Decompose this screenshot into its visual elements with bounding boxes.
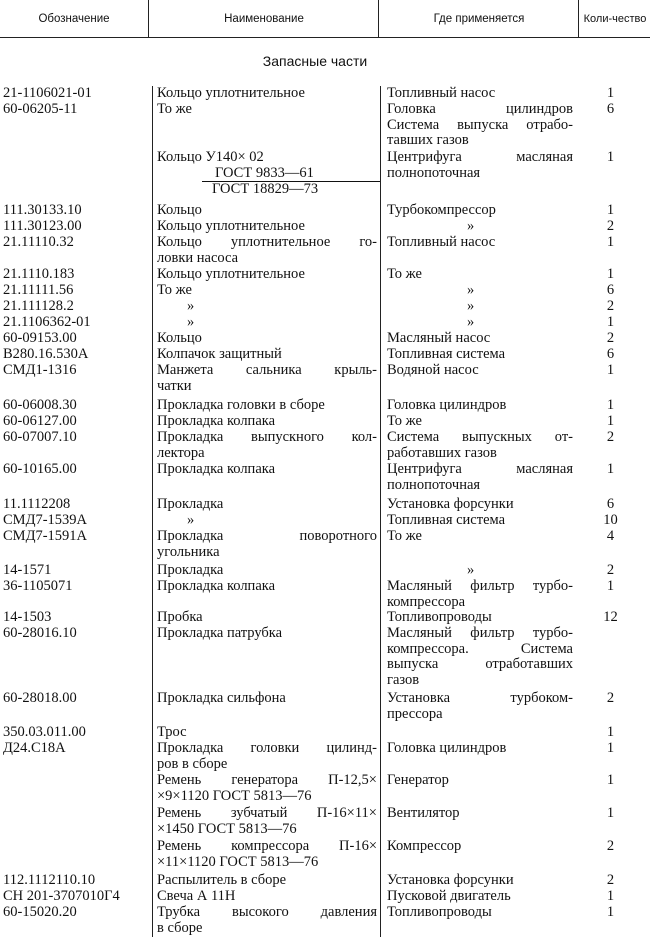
- part-name-line: »: [187, 298, 195, 314]
- part-name-line: Кольцо уплотнительное: [157, 266, 305, 282]
- part-name: [157, 806, 377, 837]
- part-name-line: Прокладка колпака: [157, 578, 276, 594]
- part-name-line: Кольцо: [157, 202, 202, 218]
- where-used: [387, 235, 573, 251]
- part-designation: 14-1503: [3, 609, 52, 625]
- where-used: [387, 315, 573, 331]
- part-quantity: 6: [606, 282, 615, 298]
- where-used-line: То же: [387, 528, 422, 544]
- part-designation: 21.1110.183: [3, 266, 75, 282]
- where-used: [387, 86, 573, 102]
- part-name-line: То же: [157, 101, 192, 117]
- where-used-line: тавших газов: [387, 132, 469, 148]
- part-name-line: угольника: [157, 543, 220, 560]
- part-name-line: Прокладка сильфона: [157, 690, 286, 706]
- part-quantity: 2: [606, 298, 615, 314]
- where-used-line: выпуска отработавших: [387, 656, 573, 672]
- where-used-line: Система выпускных от-: [387, 429, 573, 445]
- part-name-line: »: [187, 512, 195, 528]
- part-designation: 60-07007.10: [3, 429, 77, 445]
- where-used-line: Топливный насос: [387, 234, 496, 250]
- where-used-line: Центрифуга масляная: [387, 149, 573, 165]
- part-quantity: 12: [603, 609, 618, 625]
- part-name: [157, 414, 377, 430]
- where-used: [387, 347, 573, 363]
- part-name: [157, 905, 377, 936]
- part-name: [157, 873, 377, 889]
- part-name-line: То же: [157, 282, 192, 298]
- where-used-line: Головка цилиндров: [387, 740, 507, 756]
- where-used-line: Топливная система: [387, 512, 506, 528]
- where-used-line: Масляный фильтр турбо-: [387, 625, 573, 641]
- part-designation: 21.111128.2: [3, 298, 74, 314]
- part-quantity: 2: [606, 838, 615, 854]
- header-quantity: Коли-чество: [583, 12, 647, 25]
- part-name: [157, 773, 377, 804]
- where-used-line: компрессора: [387, 593, 466, 610]
- where-used: [387, 203, 573, 219]
- where-used-line: Головка цилиндров: [387, 397, 507, 413]
- part-quantity: 10: [603, 512, 618, 528]
- part-name-line: ГОСТ 9833—61: [215, 164, 314, 181]
- part-name: [157, 267, 377, 283]
- header-divider: [578, 0, 579, 37]
- header-divider: [378, 0, 379, 37]
- part-designation: 60-28018.00: [3, 690, 77, 706]
- part-name-line: ловки насоса: [157, 249, 239, 266]
- part-designation: 21.1106362-01: [3, 314, 91, 330]
- where-used-line: Топливопроводы: [387, 904, 492, 920]
- part-name-line: Прокладка поворотного: [157, 528, 377, 544]
- part-name: [157, 150, 377, 198]
- where-used: [387, 102, 573, 149]
- part-name-line: Ремень зубчатый П-16×11×: [157, 805, 377, 821]
- part-quantity: 2: [606, 562, 615, 578]
- part-designation: СМД7-1539А: [3, 512, 88, 528]
- part-name-line: чатки: [157, 377, 192, 394]
- where-used: [387, 563, 573, 579]
- part-designation: 21.11110.32: [3, 234, 74, 250]
- where-used-line: Головка цилиндров: [387, 101, 573, 117]
- part-quantity: 1: [606, 362, 615, 378]
- where-used: [387, 414, 573, 430]
- part-quantity: 2: [606, 330, 615, 346]
- part-name: [157, 235, 377, 266]
- part-name: [157, 610, 377, 626]
- where-used: [387, 150, 573, 181]
- where-used-line: Пусковой двигатель: [387, 888, 511, 904]
- where-used: [387, 219, 573, 235]
- part-designation: 11.1112208: [3, 496, 71, 512]
- column-rule: [152, 86, 153, 937]
- part-quantity: 1: [606, 578, 615, 594]
- where-used: [387, 513, 573, 529]
- header-where-used: Где применяется: [433, 12, 525, 25]
- where-used-line: Масляный насос: [387, 330, 491, 346]
- part-quantity: 2: [606, 872, 615, 888]
- where-used: [387, 363, 573, 379]
- part-name: [157, 283, 377, 299]
- where-used-line: »: [467, 562, 475, 578]
- part-designation: 14-1571: [3, 562, 52, 578]
- part-name-line: »: [187, 314, 195, 330]
- part-name: [157, 315, 377, 331]
- where-used-line: Топливопроводы: [387, 609, 492, 625]
- part-quantity: 1: [606, 724, 615, 740]
- where-used-line: Водяной насос: [387, 362, 479, 378]
- part-name-line: Прокладка: [157, 562, 224, 578]
- part-name: [157, 691, 377, 707]
- part-designation: СМД7-1591А: [3, 528, 88, 544]
- where-used: [387, 626, 573, 688]
- part-name: [157, 203, 377, 219]
- part-quantity: 1: [606, 413, 615, 429]
- where-used: [387, 579, 573, 610]
- part-name: [157, 102, 377, 118]
- part-name: [157, 299, 377, 315]
- where-used-line: полнопоточная: [387, 476, 481, 493]
- part-quantity: 1: [606, 314, 615, 330]
- part-name: [157, 398, 377, 414]
- part-name-line: в сборе: [157, 919, 203, 936]
- part-name: [157, 529, 377, 560]
- part-name: [157, 347, 377, 363]
- part-name-line: Пробка: [157, 609, 203, 625]
- where-used-line: компрессора. Система: [387, 640, 573, 657]
- header-name: Наименование: [224, 12, 304, 25]
- part-name: [157, 430, 377, 461]
- part-designation: 60-15020.20: [3, 904, 77, 920]
- part-name-line: Ремень генератора П-12,5×: [157, 772, 377, 788]
- part-quantity: 2: [606, 690, 615, 706]
- part-designation: 21.11111.56: [3, 282, 74, 298]
- where-used: [387, 299, 573, 315]
- part-quantity: 1: [606, 149, 615, 165]
- part-designation: 350.03.011.00: [3, 724, 86, 740]
- part-name-line: Кольцо уплотнительное: [157, 85, 305, 101]
- part-designation: 60-28016.10: [3, 625, 77, 641]
- part-designation: СН 201-3707010Г4: [3, 888, 120, 904]
- part-name-line: ров в сборе: [157, 755, 228, 772]
- where-used: [387, 529, 573, 545]
- part-name-line: Кольцо: [157, 330, 202, 346]
- part-name: [157, 219, 377, 235]
- part-quantity: 1: [606, 888, 615, 904]
- part-name-line: ×11×1120 ГОСТ 5813—76: [157, 853, 319, 870]
- part-name-line: Свеча А 11Н: [157, 888, 236, 904]
- part-designation: 60-06127.00: [3, 413, 77, 429]
- where-used: [387, 331, 573, 347]
- where-used-line: газов: [387, 671, 420, 688]
- section-title: Запасные части: [262, 53, 368, 69]
- column-rule: [380, 86, 381, 937]
- part-designation: 112.1112110.10: [3, 872, 96, 888]
- where-used: [387, 497, 573, 513]
- where-used: [387, 398, 573, 414]
- where-used: [387, 873, 573, 889]
- part-name-line: ×1450 ГОСТ 5813—76: [157, 820, 297, 837]
- where-used-line: »: [467, 314, 475, 330]
- where-used-line: Система выпуска отрабо-: [387, 116, 573, 133]
- part-name: [157, 513, 377, 529]
- part-name-line: Трос: [157, 724, 187, 740]
- part-name: [157, 579, 377, 595]
- part-name: [157, 725, 377, 741]
- part-designation: 36-1105071: [3, 578, 73, 594]
- part-quantity: 4: [606, 528, 615, 544]
- where-used-line: Установка турбоком-: [387, 690, 573, 706]
- table-header: [0, 0, 650, 38]
- part-name: [157, 889, 377, 905]
- part-name-line: Кольцо уплотнительное го-: [157, 234, 377, 250]
- part-designation: 111.30133.10: [3, 202, 82, 218]
- header-divider: [148, 0, 149, 37]
- part-name-line: Прокладка головки в сборе: [157, 397, 325, 413]
- part-name-line: Прокладка головки цилинд-: [157, 740, 377, 756]
- where-used: [387, 741, 573, 757]
- part-quantity: 1: [606, 904, 615, 920]
- part-name: [157, 331, 377, 347]
- part-name: [157, 497, 377, 513]
- where-used: [387, 773, 573, 789]
- where-used-line: »: [467, 282, 475, 298]
- where-used: [387, 267, 573, 283]
- part-name: [157, 363, 377, 394]
- part-name-line: Кольцо уплотнительное: [157, 218, 305, 234]
- part-designation: В280.16.530А: [3, 346, 89, 362]
- part-quantity: 1: [606, 461, 615, 477]
- where-used-line: Масляный фильтр турбо-: [387, 578, 573, 594]
- where-used: [387, 806, 573, 822]
- part-name-line: Прокладка колпака: [157, 413, 276, 429]
- part-designation: СМД1-1316: [3, 362, 77, 378]
- where-used-line: Вентилятор: [387, 805, 460, 821]
- part-name-line: Манжета сальника крыль-: [157, 362, 377, 378]
- part-name-line: Прокладка колпака: [157, 461, 276, 477]
- part-name-line: Кольцо У140× 02: [157, 149, 264, 165]
- part-designation: 60-06008.30: [3, 397, 77, 413]
- where-used: [387, 430, 573, 461]
- part-name-line: Распылитель в сборе: [157, 872, 287, 888]
- where-used: [387, 691, 573, 722]
- where-used-line: Топливный насос: [387, 85, 496, 101]
- where-used: [387, 839, 573, 855]
- part-name-line: Колпачок защитный: [157, 346, 282, 362]
- part-quantity: 1: [606, 740, 615, 756]
- part-quantity: 2: [606, 218, 615, 234]
- where-used-line: Компрессор: [387, 838, 462, 854]
- part-quantity: 6: [606, 346, 615, 362]
- where-used: [387, 462, 573, 493]
- where-used: [387, 889, 573, 905]
- where-used-line: полнопоточная: [387, 164, 481, 181]
- where-used-line: »: [467, 218, 475, 234]
- part-quantity: 1: [606, 805, 615, 821]
- where-used-line: »: [467, 298, 475, 314]
- part-name-line: Ремень компрессора П-16×: [157, 838, 377, 854]
- where-used: [387, 283, 573, 299]
- part-designation: 60-10165.00: [3, 461, 77, 477]
- part-quantity: 2: [606, 429, 615, 445]
- part-name: [157, 626, 377, 642]
- where-used: [387, 905, 573, 921]
- part-name-line: Трубка высокого давления: [157, 904, 377, 920]
- part-name: [157, 86, 377, 102]
- part-name-line: ×9×1120 ГОСТ 5813—76: [157, 787, 312, 804]
- part-designation: Д24.С18А: [3, 740, 66, 756]
- part-quantity: 1: [606, 234, 615, 250]
- header-designation: Обозначение: [38, 12, 110, 25]
- where-used-line: Турбокомпрессор: [387, 202, 496, 218]
- where-used-line: То же: [387, 413, 422, 429]
- part-name: [157, 741, 377, 772]
- part-name-line: лектора: [157, 444, 205, 461]
- part-name-line: Прокладка выпускного кол-: [157, 429, 377, 445]
- where-used-line: работавших газов: [387, 444, 497, 461]
- part-quantity: 6: [606, 496, 615, 512]
- part-quantity: 6: [606, 101, 615, 117]
- where-used-line: Центрифуга масляная: [387, 461, 573, 477]
- part-name-line: Прокладка патрубка: [157, 625, 283, 641]
- part-name-line: Прокладка: [157, 496, 224, 512]
- part-quantity: 1: [606, 266, 615, 282]
- part-quantity: 1: [606, 397, 615, 413]
- part-designation: 60-06205-11: [3, 101, 78, 117]
- where-used-line: Установка форсунки: [387, 872, 514, 888]
- part-designation: 111.30123.00: [3, 218, 82, 234]
- part-name: [157, 462, 377, 478]
- part-name-line: ГОСТ 18829—73: [202, 181, 380, 198]
- part-quantity: 1: [606, 85, 615, 101]
- part-name: [157, 839, 377, 870]
- part-designation: 21-1106021-01: [3, 85, 92, 101]
- where-used-line: То же: [387, 266, 422, 282]
- where-used-line: Генератор: [387, 772, 449, 788]
- where-used-line: Установка форсунки: [387, 496, 514, 512]
- part-quantity: 1: [606, 202, 615, 218]
- part-name: [157, 563, 377, 579]
- part-designation: 60-09153.00: [3, 330, 77, 346]
- where-used-line: Топливная система: [387, 346, 506, 362]
- part-quantity: 1: [606, 772, 615, 788]
- where-used-line: прессора: [387, 705, 443, 722]
- where-used: [387, 610, 573, 626]
